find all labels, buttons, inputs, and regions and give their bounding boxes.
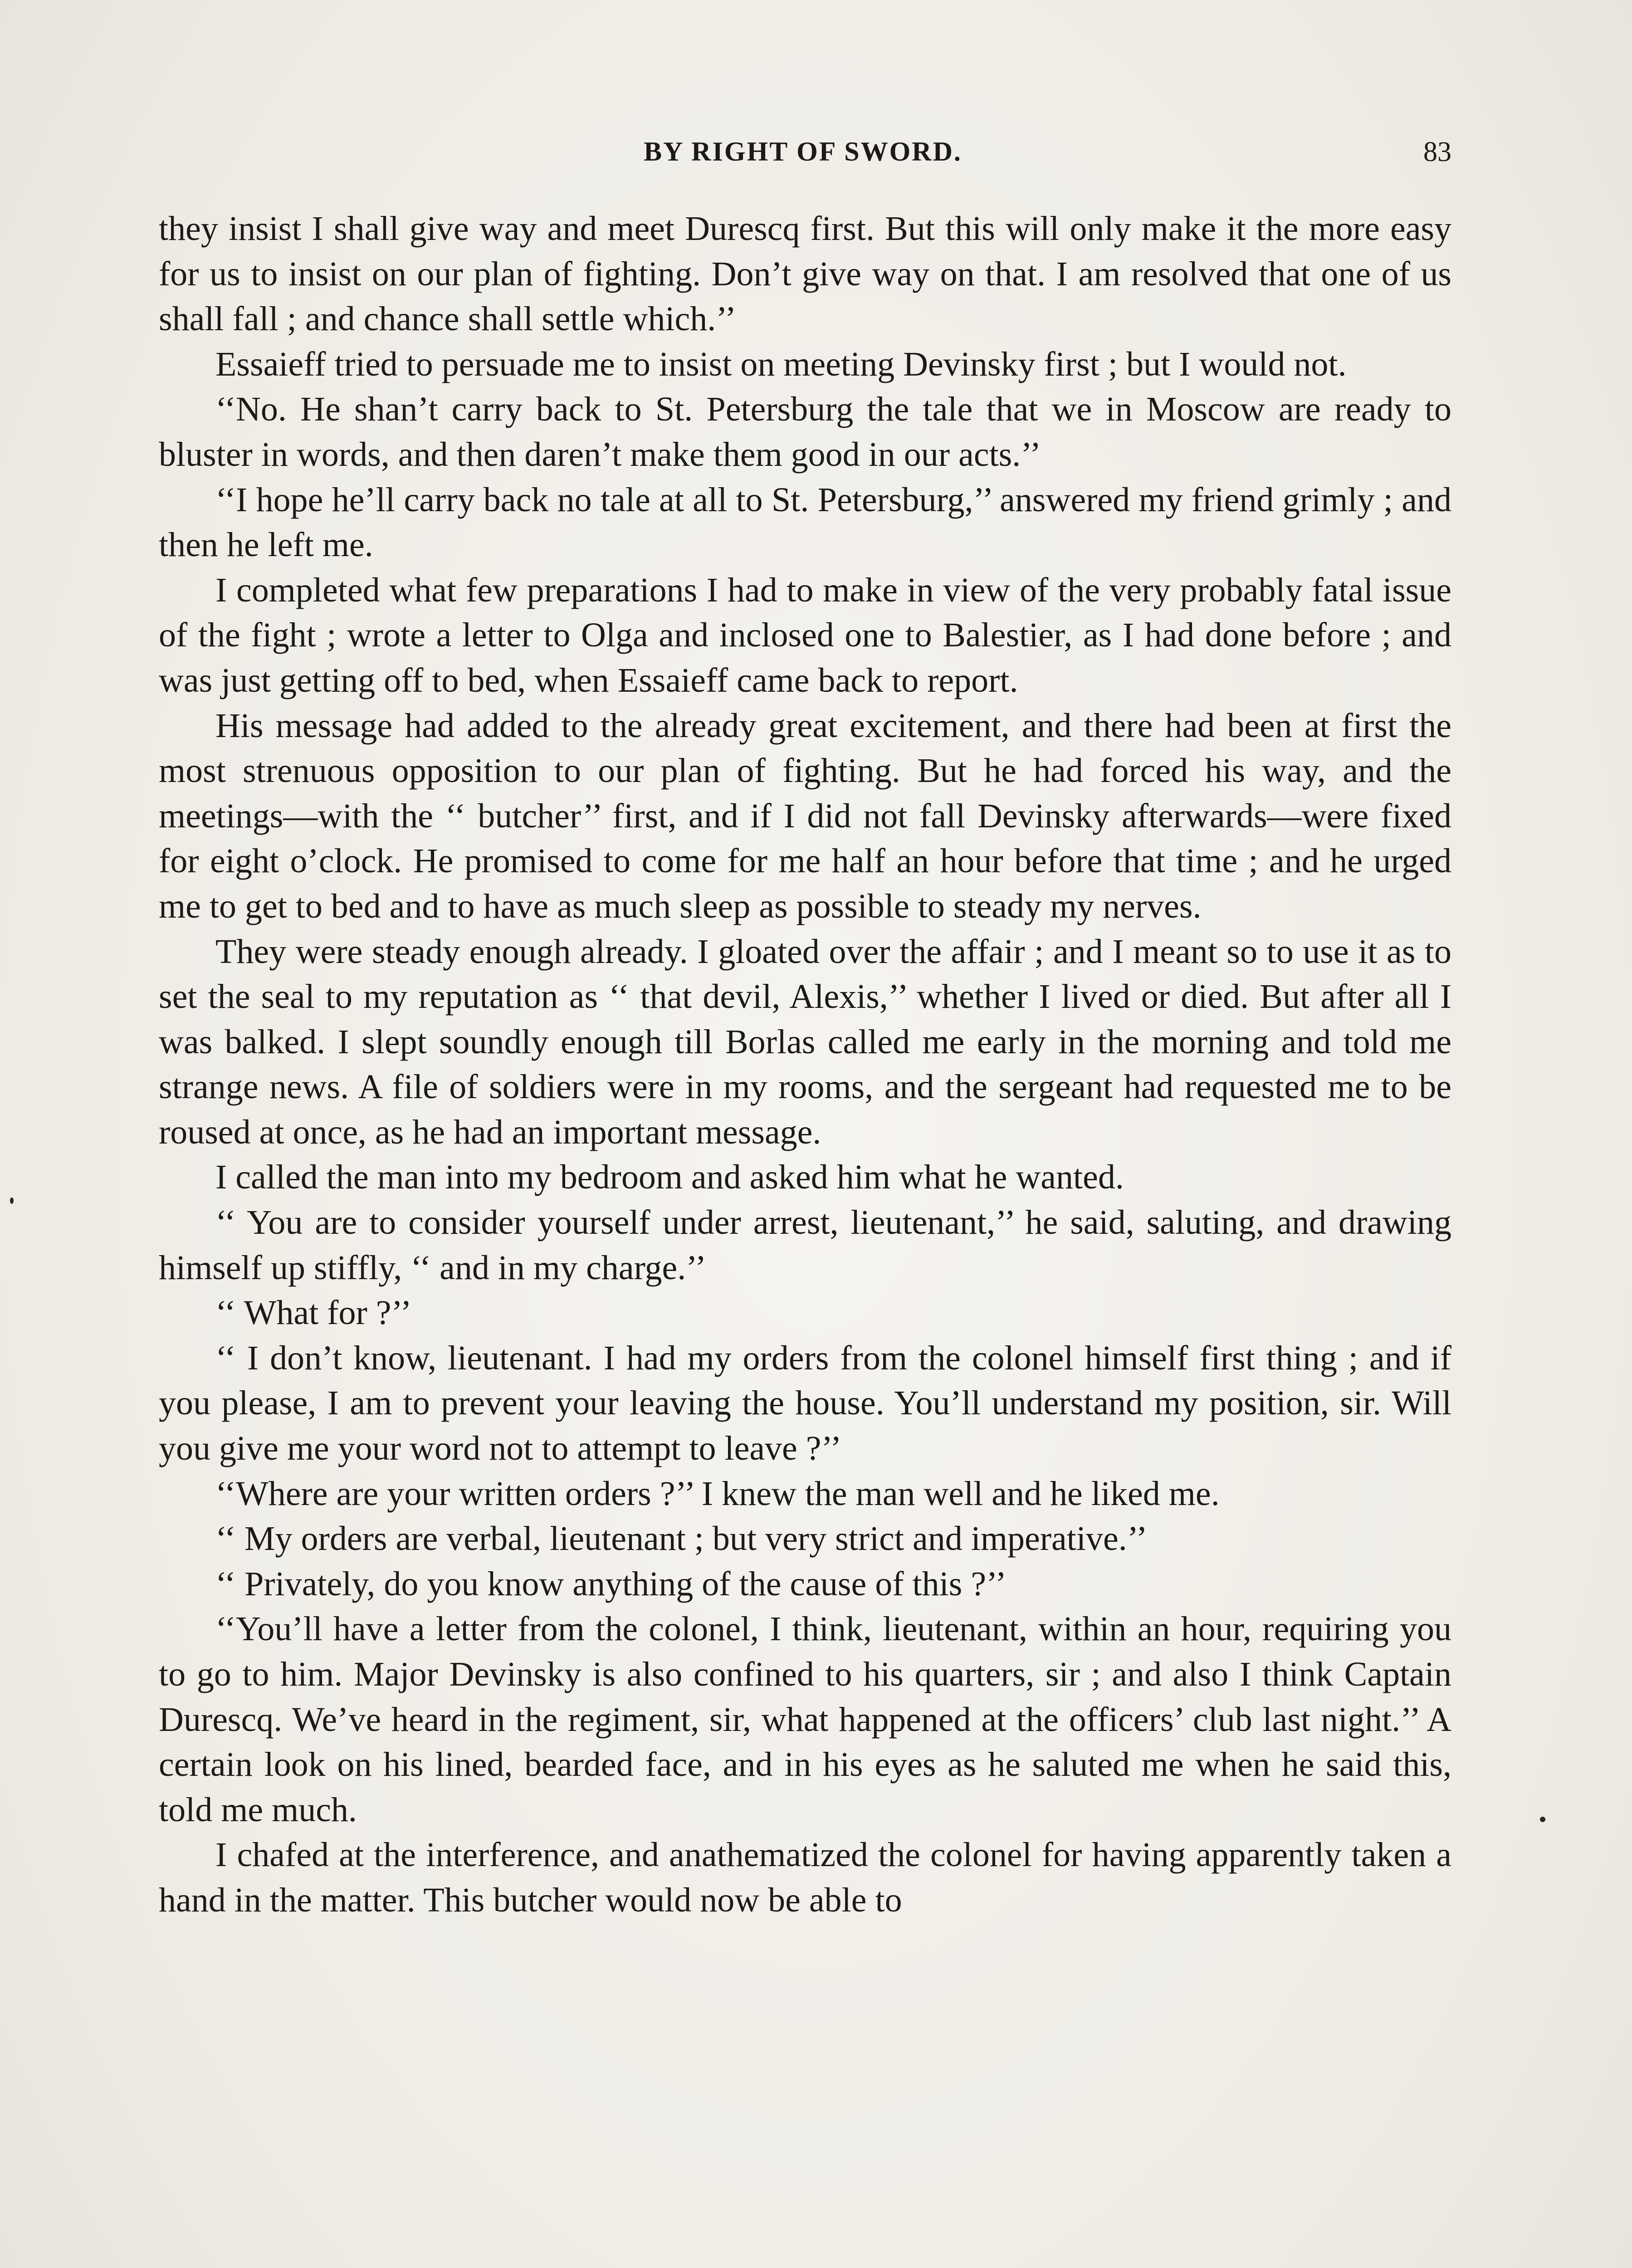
- running-head: [154, 136, 1451, 172]
- paragraph: ‘‘ I don’t know, lieutenant. I had my orders from the colonel himself first thing ; and if you please, I am to prevent your leaving the house. You’ll understand my position, sir. Will you give me your word not to attempt to leave ?’’: [159, 1339, 1451, 1468]
- paragraph: ‘‘No. He shan’t carry back to St. Petersburg the tale that we in Moscow are ready to bluster in words, and then daren’t make them good in our acts.’’: [159, 390, 1451, 474]
- paragraph: ‘‘ Privately, do you know anything of the cause of this ?’’: [215, 1564, 1007, 1603]
- paragraph: they insist I shall give way and meet Durescq first. But this will only make it the more easy for us to insist on our plan of fighting. Don’t give way on that. I am resolved that one of us shall fall ; and chance shall settle which.’’: [159, 210, 1451, 338]
- paragraph: ‘‘You’ll have a letter from the colonel, I think, lieutenant, within an hour, requiring you to go to him. Major Devinsky is also confined to his quarters, sir ; and also I think Captain Durescq. We’ve heard in the regiment, sir, what happened at the officers’ club last night.’’ A certain look on his lined, bearded face, and in his eyes as he saluted me when he said this, told me much.: [159, 1610, 1451, 1829]
- paragraph: I called the man into my bedroom and asked him what he wanted.: [215, 1158, 1124, 1197]
- paragraph: I chafed at the interference, and anathematized the colonel for having apparently taken a hand in the matter. This butcher would now be able to: [159, 1836, 1451, 1919]
- paragraph: I completed what few preparations I had to make in view of the very probably fatal issue of the fight ; wrote a letter to Olga and inclosed one to Balestier, as I had done before ; and was just getting off to bed, when Essaieff came back to report.: [159, 571, 1451, 699]
- running-title: BY RIGHT OF SWORD.: [644, 137, 962, 166]
- ink-speck: [10, 1198, 14, 1204]
- paragraph: ‘‘I hope he’ll carry back no tale at all to St. Petersburg,’’ answered my friend grimly ; and then he left me.: [159, 480, 1451, 564]
- body-text: [159, 206, 1451, 1923]
- paragraph: His message had added to the already great excitement, and there had been at first the most strenuous opposition to our plan of fighting. But he had forced his way, and the meetings—with the ‘‘ butcher’’ first, and if I did not fall Devinsky afterwards—were fixed for eight o’clock. He promised to come for me half an hour before that time ; and he urged me to get to bed and to have as much sleep as possible to steady my nerves.: [159, 706, 1451, 925]
- paragraph: Essaieff tried to persuade me to insist on meeting Devinsky first ; but I would not.: [215, 345, 1347, 383]
- paragraph: ‘‘ What for ?’’: [215, 1294, 412, 1332]
- paragraph: ‘‘ My orders are verbal, lieutenant ; but very strict and imperative.’’: [215, 1520, 1148, 1558]
- ink-speck: [1540, 1817, 1545, 1822]
- paragraph: ‘‘Where are your written orders ?’’ I knew the man well and he liked me.: [215, 1474, 1220, 1513]
- paragraph: ‘‘ You are to consider yourself under arrest, lieutenant,’’ he said, saluting, and drawing himself up stiffly, ‘‘ and in my charge.’’: [159, 1203, 1451, 1287]
- page-number: 83: [1423, 137, 1451, 167]
- paragraph: They were steady enough already. I gloated over the affair ; and I meant so to use it as to set the seal to my reputation as ‘‘ that devil, Alexis,’’ whether I lived or died. But after all I was balked. I slept soundly enough till Borlas called me early in the morning and told me strange news. A file of soldiers were in my rooms, and the sergeant had requested me to be roused at once, as he had an important message.: [159, 932, 1451, 1151]
